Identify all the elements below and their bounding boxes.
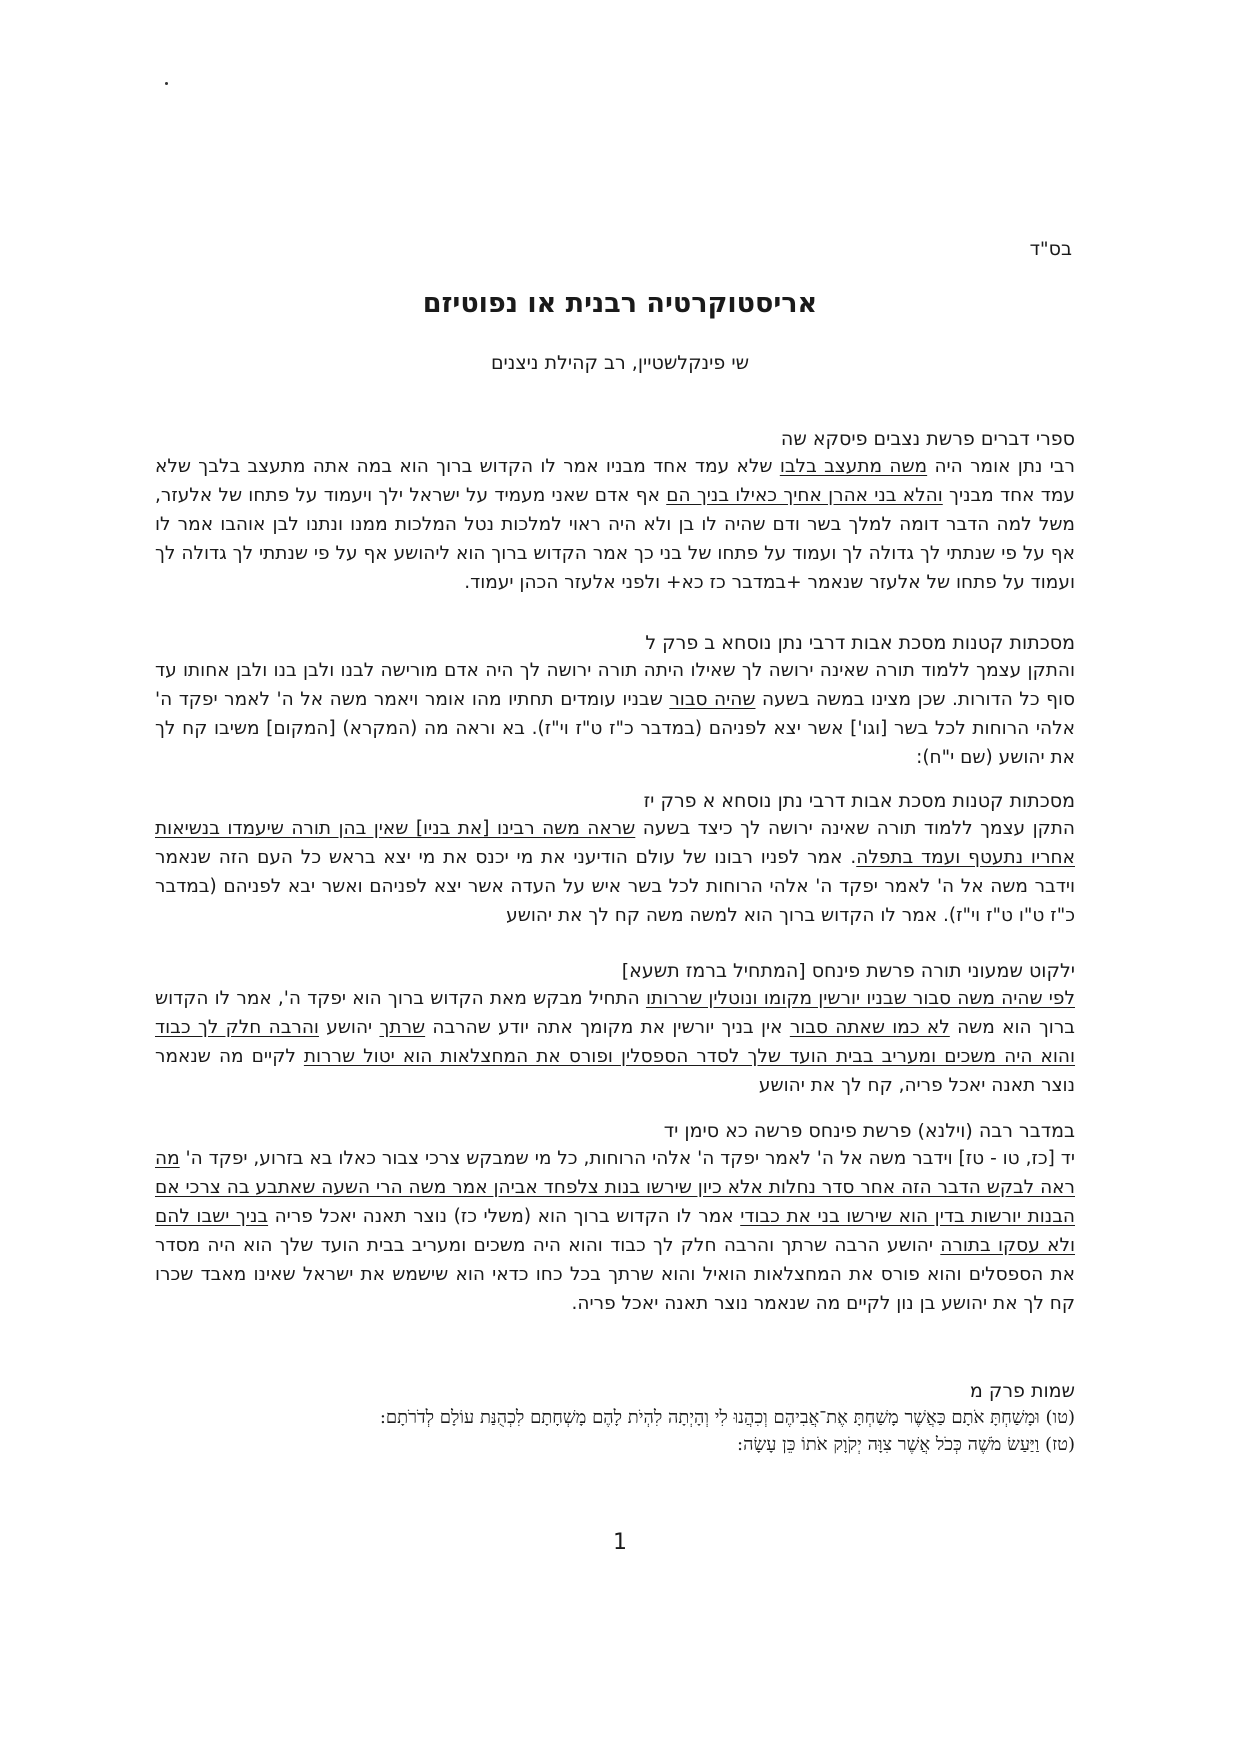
underlined-phrase: לפי שהיה משה סבור שבניו יורשין מקומו ונוטלין שררותו xyxy=(645,988,1075,1009)
section-body: יד [כז, טו - טז] וידבר משה אל ה' לאמר יפקד ה' אלהי הרוחות, כל מי שמבקש צרכי צבור כאלו בא בזרוע, יפקד ה' מה ראה לבקש הדבר הזה אחר סדר נחלות אלא כיון שירשו בנות צלפחד אביהן אמר משה הרי השעה שאתבע בה צרכי אם הבנות יורשות בדין הוא שירשו בני את כבודי אמר לו הקדוש ברוך הוא (משלי כז) נוצר תאנה יאכל פריה בניך ישבו להם ולא עסקו בתורה יהושע הרבה שרתך והרבה חלק לך כבוד והוא היה משכים ומעריב בבית הועד שלך הוא היה מסדר את הספסלים והוא פורס את המחצלאות הואיל והוא שרתך בכל כחו כדאי הוא שישמש את ישראל שאינו מאבד שכרו קח לך את יהושע בן נון לקיים מה שנאמר נוצר תאנה יאכל פריה. xyxy=(155,1148,1075,1314)
underlined-phrase: והרבה חלק לך כבוד והוא היה משכים ומעריב בבית הועד שלך לסדר הספסלין ופורס את המחצלאות הוא יטול שררות xyxy=(155,1017,1076,1067)
underlined-phrase: והלא בני אהרן אחיך כאילו בניך הם xyxy=(666,485,943,506)
page-number: 1 xyxy=(613,1530,627,1555)
underlined-phrase: בניך ישבו להם ולא עסקו בתורה xyxy=(155,1206,1075,1256)
header-bsd: בס"ד xyxy=(1029,238,1072,260)
document-author: שי פינקלשטיין, רב קהילת ניצנים xyxy=(490,352,750,374)
section-shemot xyxy=(155,1378,1075,1458)
section-body: התקן עצמך ללמוד תורה שאינה ירושה לך כיצד בשעה שראה משה רבינו [את בניו] שאין בהן תורה שיעמדו בנשיאות אחריו נתעטף ועמד בתפלה. אמר לפניו רבונו של עולם הודיעני את מי יכנס את מי יצא בראש כל העם הזה שנאמר וידבר משה אל ה' לאמר יפקד ה' אלהי הרוחות לכל בשר איש על העדה אשר יצא לפניהם ואשר יבא לפניהם (במדבר כ"ז ט"ו ט"ז וי"ז). אמר לו הקדוש ברוך הוא למשה משה קח לך את יהושע xyxy=(155,818,1075,926)
section-avot-a xyxy=(155,788,1075,930)
section-body: לפי שהיה משה סבור שבניו יורשין מקומו ונוטלין שררותו התחיל מבקש מאת הקדוש ברוך הוא יפקד ה', אמר לו הקדוש ברוך הוא משה לא כמו שאתה סבור אין בניך יורשין את מקומך אתה יודע שהרבה שרתך יהושע והרבה חלק לך כבוד והוא היה משכים ומעריב בבית הועד שלך לסדר הספסלין ופורס את המחצלאות הוא יטול שררות לקיים מה שנאמר נוצר תאנה יאכל פריה, קח לך את יהושע xyxy=(155,988,1076,1096)
section-bamidbar-rabba xyxy=(155,1118,1075,1318)
underlined-phrase: משה מתעצב בלבו xyxy=(779,456,928,477)
section-avot-b xyxy=(155,630,1075,772)
underlined-phrase: מה ראה לבקש הדבר הזה אחר סדר נחלות אלא כיון שירשו בנות צלפחד אביהן אמר משה הרי השעה שאתבע בה צרכי אם הבנות יורשות בדין הוא שירשו בני את כבודי xyxy=(155,1148,1075,1227)
document-title: אריסטוקרטיה רבנית או נפוטיזם xyxy=(422,288,818,319)
section-source: במדבר רבה (וילנא) פרשת פינחס פרשה כא סימן יד xyxy=(663,1120,1075,1142)
underlined-phrase: לא כמו שאתה סבור xyxy=(789,1017,950,1038)
section-source: ילקוט שמעוני תורה פרשת פינחס [המתחיל ברמז תשעא] xyxy=(621,960,1075,982)
underlined-phrase: שראה משה רבינו [את בניו] שאין בהן תורה שיעמדו בנשיאות אחריו נתעטף ועמד בתפלה xyxy=(155,818,1075,868)
underlined-phrase: שהיה סבור xyxy=(669,689,756,710)
section-sifrei xyxy=(155,426,1075,597)
verse-16: (טז) וַיַּעַשׂ מֹשֶׁה כְּכֹל אֲשֶׁר צִוָּה יְקֹוָק אֹתוֹ כֵּן עָשָׂה: xyxy=(737,1434,1075,1455)
underlined-phrase: שרתך xyxy=(379,1017,426,1038)
scan-speck xyxy=(165,82,168,85)
section-source: מסכתות קטנות מסכת אבות דרבי נתן נוסחא א פרק יז xyxy=(643,790,1075,812)
section-source: שמות פרק מ xyxy=(969,1380,1075,1402)
section-body: רבי נתן אומר היה משה מתעצב בלבו שלא עמד אחד מבניו אמר לו הקדוש ברוך הוא במה אתה מתעצב בלבך שלא עמד אחד מבניך והלא בני אהרן אחיך כאילו בניך הם אף אדם שאני מעמיד על ישראל ילך ויעמוד על פתחו של אלעזר, משל למה הדבר דומה למלך בשר ודם שהיה לו בן ולא היה ראוי למלכות נטל המלכות ממנו ונתנו לבן אוהבו אמר לו אף על פי שנתתי לך גדולה לך ועמוד על פתחו של בני כך אמר הקדוש ברוך הוא ליהושע אף על פי שנתתי לך גדולה לך ועמוד על פתחו של אלעזר שנאמר +במדבר כז כא+ ולפני אלעזר הכהן יעמוד. xyxy=(155,456,1076,593)
verse-15: (טו) וּמָשַׁחְתָּ אֹתָם כַּאֲשֶׁר מָשַׁחְתָּ אֶת־אֲבִיהֶם וְכִהֲנוּ לִי וְהָיְתָה לִהְיֹת לָהֶם מָשְׁחָתָם לִכְהֻנַּת עוֹלָם לְדֹרֹתָם: xyxy=(379,1407,1075,1428)
section-yalkut xyxy=(155,958,1075,1100)
section-body: והתקן עצמך ללמוד תורה שאינה ירושה לך שאילו היתה תורה ירושה לך היה אדם מורישה לבנו ולבן בנו ולבן אחותו עד סוף כל הדורות. שכן מצינו במשה בשעה שהיה סבור שבניו עומדים תחתיו מהו אומר ויאמר משה אל ה' לאמר יפקד ה' אלהי הרוחות לכל בשר [וגו'] אשר יצא לפניהם (במדבר כ"ז ט"ז וי"ז). בא וראה מה (המקרא) [המקום] משיבו קח לך את יהושע (שם י"ח): xyxy=(155,660,1076,768)
section-source: ספרי דברים פרשת נצבים פיסקא שה xyxy=(780,428,1075,450)
section-source: מסכתות קטנות מסכת אבות דרבי נתן נוסחא ב פרק ל xyxy=(645,632,1075,654)
